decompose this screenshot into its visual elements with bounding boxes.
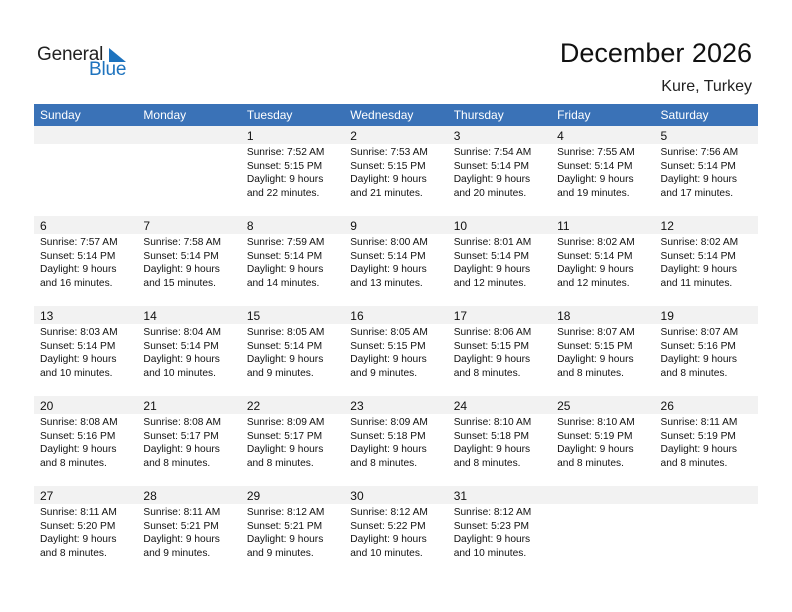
day-number-band <box>344 126 447 144</box>
sunrise-text: Sunrise: 7:55 AM <box>557 147 635 158</box>
day-number: 11 <box>557 219 570 233</box>
weekday-sunday: Sunday <box>40 108 81 122</box>
sunrise-text: Sunrise: 8:10 AM <box>453 417 532 428</box>
sunrise-text: Sunrise: 8:11 AM <box>143 507 221 518</box>
sunrise-text: Sunrise: 8:03 AM <box>40 327 118 338</box>
day-cell <box>344 216 447 306</box>
sunrise-text: Sunrise: 8:09 AM <box>246 417 325 428</box>
day-number: 28 <box>143 489 157 503</box>
sunrise-text: Sunrise: 8:01 AM <box>453 237 532 248</box>
daylight-text: Daylight: 9 hours <box>453 174 531 185</box>
sunrise-text: Sunrise: 8:00 AM <box>350 237 428 248</box>
day-info <box>661 146 739 200</box>
sunrise-text: Sunrise: 7:58 AM <box>143 237 222 248</box>
day-number: 23 <box>350 399 364 413</box>
daylight-text: Daylight: 9 hours <box>660 444 737 455</box>
daylight-minutes-text: and 8 minutes. <box>660 457 728 469</box>
daylight-minutes-text: and 8 minutes. <box>453 367 521 379</box>
daylight-minutes-text: and 15 minutes. <box>143 277 216 289</box>
day-number-band <box>344 216 447 234</box>
day-info <box>40 506 117 560</box>
daylight-minutes-text: and 9 minutes. <box>350 367 418 379</box>
day-info <box>143 416 221 470</box>
daylight-minutes-text: and 10 minutes. <box>143 367 216 379</box>
weekday-monday: Monday <box>143 108 187 122</box>
calendar-week <box>34 486 758 576</box>
weekday-wednesday: Wednesday <box>350 108 414 122</box>
day-number-band <box>241 216 344 234</box>
day-cell <box>344 306 447 396</box>
day-cell <box>551 126 654 216</box>
sunrise-text: Sunrise: 8:07 AM <box>557 327 635 338</box>
page-title: December 2026 <box>559 38 752 68</box>
daylight-text: Daylight: 9 hours <box>660 264 737 275</box>
daylight-minutes-text: and 13 minutes. <box>350 277 423 289</box>
daylight-text: Daylight: 9 hours <box>40 444 117 455</box>
day-cell <box>241 126 344 216</box>
day-cell <box>344 126 447 216</box>
day-info <box>247 326 325 380</box>
daylight-text: Daylight: 9 hours <box>143 444 220 455</box>
sunset-text: Sunset: 5:19 PM <box>557 430 633 442</box>
daylight-minutes-text: and 9 minutes. <box>246 547 314 559</box>
weekday-tuesday: Tuesday <box>246 108 293 122</box>
sunrise-text: Sunrise: 7:57 AM <box>40 237 118 248</box>
daylight-text: Daylight: 9 hours <box>557 264 634 275</box>
weekday-friday: Friday <box>557 108 591 122</box>
sunrise-text: Sunrise: 8:12 AM <box>453 507 532 518</box>
daylight-minutes-text: and 22 minutes. <box>246 187 320 199</box>
day-cell <box>241 306 344 396</box>
day-number: 10 <box>453 219 468 233</box>
sunset-text: Sunset: 5:14 PM <box>453 250 530 262</box>
day-info <box>454 236 532 290</box>
day-number: 4 <box>557 129 564 143</box>
day-info <box>661 326 739 380</box>
sunset-text: Sunset: 5:15 PM <box>453 340 530 352</box>
day-cell <box>34 396 137 486</box>
day-info <box>454 506 532 560</box>
day-cell <box>344 396 447 486</box>
day-info <box>454 416 532 470</box>
logo <box>37 44 137 80</box>
sunset-text: Sunset: 5:17 PM <box>246 430 323 442</box>
daylight-text: Daylight: 9 hours <box>350 174 427 185</box>
day-cell <box>448 396 551 486</box>
sunset-text: Sunset: 5:14 PM <box>453 160 530 172</box>
day-number-band <box>241 126 344 144</box>
day-info <box>557 326 635 380</box>
sunrise-text: Sunrise: 8:05 AM <box>350 327 428 338</box>
day-number: 7 <box>143 219 151 233</box>
daylight-minutes-text: and 9 minutes. <box>143 547 211 559</box>
daylight-text: Daylight: 9 hours <box>350 534 427 545</box>
daylight-minutes-text: and 8 minutes. <box>246 457 314 469</box>
daylight-minutes-text: and 21 minutes. <box>350 187 423 199</box>
sunset-text: Sunset: 5:17 PM <box>143 430 219 442</box>
day-info <box>454 326 532 380</box>
sunset-text: Sunset: 5:14 PM <box>143 250 219 262</box>
location-label: Kure, Turkey <box>661 78 752 95</box>
sunrise-text: Sunrise: 7:53 AM <box>350 147 428 158</box>
sunset-text: Sunset: 5:15 PM <box>350 160 426 172</box>
day-info <box>143 326 221 380</box>
calendar-week <box>34 216 758 306</box>
day-number: 1 <box>246 129 254 143</box>
daylight-text: Daylight: 9 hours <box>350 354 427 365</box>
sunset-text: Sunset: 5:16 PM <box>660 340 736 352</box>
day-number-band <box>655 126 758 144</box>
daylight-text: Daylight: 9 hours <box>350 444 427 455</box>
daylight-text: Daylight: 9 hours <box>246 264 324 275</box>
day-number: 25 <box>557 399 571 413</box>
daylight-minutes-text: and 10 minutes. <box>453 547 527 559</box>
daylight-text: Daylight: 9 hours <box>660 174 737 185</box>
day-info <box>247 416 325 470</box>
day-number: 17 <box>453 309 468 323</box>
day-cell <box>137 486 240 576</box>
daylight-text: Daylight: 9 hours <box>143 354 220 365</box>
sunrise-text: Sunrise: 8:04 AM <box>143 327 222 338</box>
daylight-minutes-text: and 12 minutes. <box>557 277 630 289</box>
day-cell <box>448 216 551 306</box>
day-number: 21 <box>143 399 157 413</box>
daylight-text: Daylight: 9 hours <box>557 354 634 365</box>
daylight-minutes-text: and 8 minutes. <box>557 457 624 469</box>
daylight-text: Daylight: 9 hours <box>246 444 324 455</box>
day-info <box>661 416 738 470</box>
day-number: 3 <box>453 129 461 143</box>
daylight-minutes-text: and 8 minutes. <box>453 457 521 469</box>
day-info <box>40 416 118 470</box>
daylight-minutes-text: and 8 minutes. <box>660 367 728 379</box>
sunset-text: Sunset: 5:18 PM <box>453 430 530 442</box>
sunrise-text: Sunrise: 8:11 AM <box>660 417 738 428</box>
day-cell <box>655 306 758 396</box>
day-cell <box>344 486 447 576</box>
daylight-minutes-text: and 20 minutes. <box>453 187 527 199</box>
day-number: 14 <box>143 309 157 323</box>
daylight-text: Daylight: 9 hours <box>660 354 737 365</box>
daylight-text: Daylight: 9 hours <box>40 534 117 545</box>
daylight-minutes-text: and 8 minutes. <box>40 457 107 469</box>
sunrise-text: Sunrise: 8:10 AM <box>557 417 635 428</box>
day-info <box>661 236 739 290</box>
sunset-text: Sunset: 5:21 PM <box>246 520 323 532</box>
daylight-text: Daylight: 9 hours <box>453 354 531 365</box>
day-number: 19 <box>660 309 674 323</box>
sunrise-text: Sunrise: 8:12 AM <box>350 507 428 518</box>
day-number: 31 <box>453 489 468 503</box>
day-number-band <box>137 126 240 144</box>
day-cell <box>655 396 758 486</box>
day-number: 18 <box>557 309 571 323</box>
sunset-text: Sunset: 5:14 PM <box>40 250 116 262</box>
sunset-text: Sunset: 5:14 PM <box>350 250 426 262</box>
day-cell <box>655 126 758 216</box>
sunrise-text: Sunrise: 7:52 AM <box>246 147 325 158</box>
sunset-text: Sunset: 5:20 PM <box>40 520 116 532</box>
weekday-saturday: Saturday <box>660 108 709 122</box>
daylight-text: Daylight: 9 hours <box>453 534 531 545</box>
day-cell <box>551 306 654 396</box>
empty-day-cell <box>551 486 654 576</box>
day-number-band <box>137 216 240 234</box>
day-info <box>143 236 221 290</box>
day-number: 2 <box>350 129 357 143</box>
sunset-text: Sunset: 5:18 PM <box>350 430 426 442</box>
day-info <box>350 326 428 380</box>
sunset-text: Sunset: 5:14 PM <box>660 160 736 172</box>
day-number: 9 <box>350 219 357 233</box>
day-number: 15 <box>246 309 261 323</box>
daylight-minutes-text: and 10 minutes. <box>40 367 113 379</box>
calendar-week <box>34 396 758 486</box>
day-info <box>350 506 428 560</box>
day-cell <box>34 486 137 576</box>
sunset-text: Sunset: 5:15 PM <box>557 340 633 352</box>
daylight-minutes-text: and 10 minutes. <box>350 547 423 559</box>
day-number: 13 <box>40 309 54 323</box>
day-number: 29 <box>246 489 261 503</box>
day-number-band <box>34 126 137 144</box>
sunrise-text: Sunrise: 8:06 AM <box>453 327 532 338</box>
day-info <box>247 236 325 290</box>
daylight-minutes-text: and 12 minutes. <box>453 277 527 289</box>
day-cell <box>137 396 240 486</box>
daylight-text: Daylight: 9 hours <box>453 444 531 455</box>
sunset-text: Sunset: 5:14 PM <box>557 250 633 262</box>
sunrise-text: Sunrise: 7:59 AM <box>246 237 325 248</box>
day-info <box>557 236 635 290</box>
daylight-minutes-text: and 16 minutes. <box>40 277 113 289</box>
daylight-text: Daylight: 9 hours <box>246 534 324 545</box>
day-info <box>350 416 428 470</box>
daylight-text: Daylight: 9 hours <box>246 354 324 365</box>
daylight-text: Daylight: 9 hours <box>143 534 220 545</box>
daylight-text: Daylight: 9 hours <box>557 444 634 455</box>
sunset-text: Sunset: 5:14 PM <box>143 340 219 352</box>
day-number: 8 <box>246 219 254 233</box>
sunset-text: Sunset: 5:16 PM <box>40 430 116 442</box>
logo-general-text: General <box>37 44 104 65</box>
day-cell <box>448 126 551 216</box>
day-number-band <box>655 486 758 504</box>
sunset-text: Sunset: 5:14 PM <box>40 340 116 352</box>
day-info <box>40 326 118 380</box>
day-number-band <box>34 216 137 234</box>
day-cell <box>655 216 758 306</box>
day-cell <box>137 216 240 306</box>
day-number: 22 <box>246 399 261 413</box>
day-cell <box>241 486 344 576</box>
sunrise-text: Sunrise: 7:56 AM <box>660 147 739 158</box>
day-cell <box>34 306 137 396</box>
daylight-minutes-text: and 8 minutes. <box>40 547 107 559</box>
empty-day-cell <box>655 486 758 576</box>
day-number: 12 <box>660 219 674 233</box>
day-info <box>247 506 325 560</box>
day-cell <box>551 396 654 486</box>
day-number: 5 <box>660 129 668 143</box>
empty-day-cell <box>137 126 240 216</box>
weekday-thursday: Thursday <box>453 108 504 122</box>
sunset-text: Sunset: 5:14 PM <box>246 340 323 352</box>
daylight-minutes-text: and 8 minutes. <box>557 367 624 379</box>
daylight-text: Daylight: 9 hours <box>557 174 634 185</box>
day-cell <box>551 216 654 306</box>
day-info <box>247 146 325 200</box>
sunrise-text: Sunrise: 8:05 AM <box>246 327 325 338</box>
daylight-text: Daylight: 9 hours <box>453 264 531 275</box>
sunset-text: Sunset: 5:14 PM <box>557 160 633 172</box>
daylight-text: Daylight: 9 hours <box>143 264 220 275</box>
day-cell <box>448 486 551 576</box>
sunset-text: Sunset: 5:15 PM <box>350 340 426 352</box>
sunrise-text: Sunrise: 8:02 AM <box>660 237 739 248</box>
sunset-text: Sunset: 5:15 PM <box>246 160 323 172</box>
daylight-minutes-text: and 8 minutes. <box>143 457 211 469</box>
day-cell <box>241 216 344 306</box>
day-cell <box>137 306 240 396</box>
sunset-text: Sunset: 5:14 PM <box>660 250 736 262</box>
day-number: 6 <box>40 219 47 233</box>
day-cell <box>448 306 551 396</box>
daylight-text: Daylight: 9 hours <box>40 264 117 275</box>
day-info <box>143 506 220 560</box>
day-number-band <box>551 486 654 504</box>
day-number: 30 <box>350 489 364 503</box>
day-number: 27 <box>40 489 54 503</box>
day-number-band <box>448 126 551 144</box>
calendar-week <box>34 306 758 396</box>
daylight-minutes-text: and 19 minutes. <box>557 187 630 199</box>
sunset-text: Sunset: 5:14 PM <box>246 250 323 262</box>
day-info <box>350 146 428 200</box>
day-number: 20 <box>40 399 54 413</box>
day-info <box>350 236 428 290</box>
sunrise-text: Sunrise: 8:12 AM <box>246 507 325 518</box>
day-cell <box>34 216 137 306</box>
day-number-band <box>551 126 654 144</box>
daylight-minutes-text: and 11 minutes. <box>660 277 733 289</box>
daylight-text: Daylight: 9 hours <box>40 354 117 365</box>
sunrise-text: Sunrise: 8:08 AM <box>40 417 118 428</box>
day-number: 26 <box>660 399 674 413</box>
daylight-minutes-text: and 9 minutes. <box>246 367 314 379</box>
sunset-text: Sunset: 5:22 PM <box>350 520 426 532</box>
day-number: 24 <box>453 399 468 413</box>
sunrise-text: Sunrise: 8:07 AM <box>660 327 739 338</box>
logo-blue-text: Blue <box>89 59 127 80</box>
calendar-week <box>34 126 758 216</box>
sunrise-text: Sunrise: 8:11 AM <box>40 507 117 518</box>
weekday-header <box>34 104 758 126</box>
day-number: 16 <box>350 309 364 323</box>
daylight-text: Daylight: 9 hours <box>350 264 427 275</box>
day-info <box>557 416 635 470</box>
daylight-minutes-text: and 8 minutes. <box>350 457 418 469</box>
day-info <box>454 146 532 200</box>
sunset-text: Sunset: 5:19 PM <box>660 430 736 442</box>
sunset-text: Sunset: 5:23 PM <box>453 520 530 532</box>
daylight-minutes-text: and 14 minutes. <box>246 277 320 289</box>
day-info <box>557 146 635 200</box>
daylight-minutes-text: and 17 minutes. <box>660 187 734 199</box>
daylight-text: Daylight: 9 hours <box>246 174 324 185</box>
sunrise-text: Sunrise: 8:08 AM <box>143 417 222 428</box>
sunset-text: Sunset: 5:21 PM <box>143 520 219 532</box>
sunrise-text: Sunrise: 8:09 AM <box>350 417 428 428</box>
day-cell <box>241 396 344 486</box>
sunrise-text: Sunrise: 8:02 AM <box>557 237 635 248</box>
empty-day-cell <box>34 126 137 216</box>
sunrise-text: Sunrise: 7:54 AM <box>453 147 532 158</box>
day-info <box>40 236 118 290</box>
